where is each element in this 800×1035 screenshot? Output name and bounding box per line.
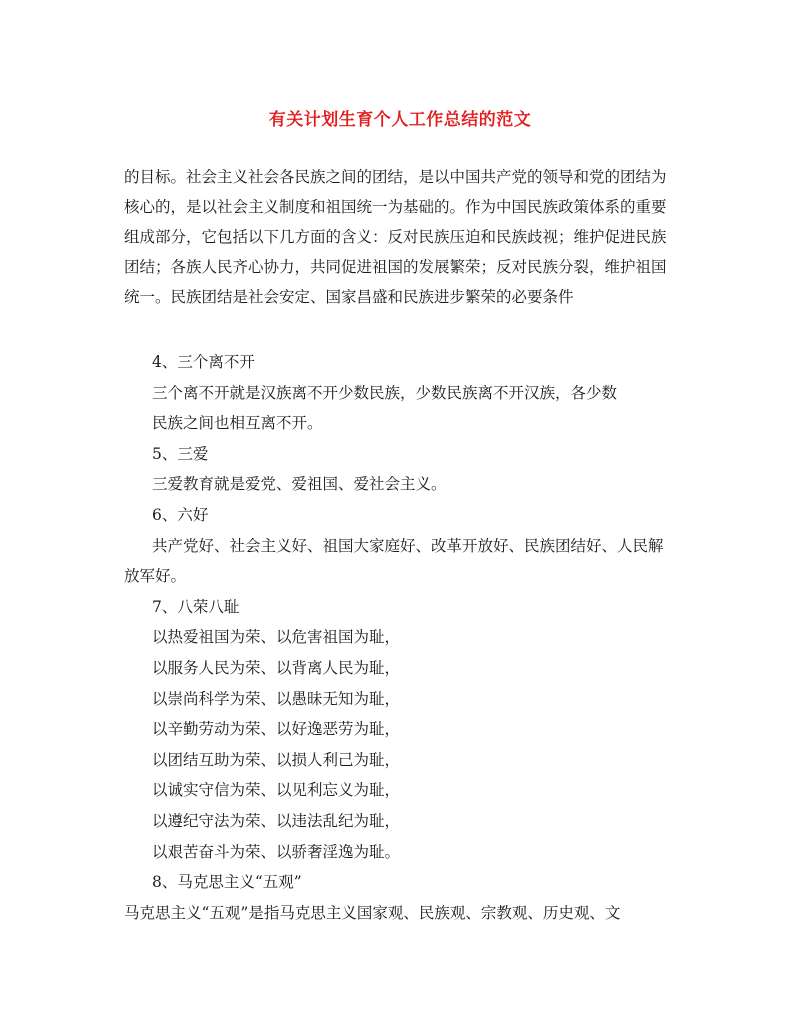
list-item: 以诚实守信为荣、以见利忘义为耻， (152, 781, 401, 800)
section-text: 三个离不开就是汉族离不开少数民族，少数民族离不开汉族，各少数 (152, 383, 618, 402)
list-item: 以热爱祖国为荣、以危害祖国为耻， (152, 628, 401, 647)
list-item: 以崇尚科学为荣、以愚昧无知为耻， (152, 689, 401, 708)
section-heading-5: 5、三爱 (152, 444, 209, 463)
section-text: 放军好。 (124, 567, 187, 586)
section-heading-4: 4、三个离不开 (152, 353, 255, 371)
section-text: 民族之间也相互离不开。 (152, 414, 323, 433)
list-item: 以遵纪守法为荣、以违法乱纪为耻， (152, 811, 401, 830)
list-item: 以辛勤劳动为荣、以好逸恶劳为耻， (152, 720, 401, 739)
page-title: 有关计划生育个人工作总结的范文 (268, 110, 532, 130)
sections (124, 347, 684, 928)
section-text: 三爱教育就是爱党、爱祖国、爱社会主义。 (152, 475, 447, 494)
list-item: 以艰苦奋斗为荣、以骄奢淫逸为耻。 (152, 842, 401, 861)
list-item: 以服务人民为荣、以背离人民为耻， (152, 658, 401, 677)
list-item: 以团结互助为荣、以损人利己为耻， (152, 750, 401, 769)
intro-line: 团结；各族人民齐心协力，共同促进祖国的发展繁荣；反对民族分裂，维护祖国 (124, 258, 667, 276)
section-heading-6: 6、六好 (152, 505, 209, 524)
section-heading-7: 7、八荣八耻 (152, 597, 240, 616)
intro-line: 的目标。社会主义社会各民族之间的团结，是以中国共产党的领导和党的团结为 (124, 168, 667, 186)
section-heading-8: 8、马克思主义“五观” (152, 873, 302, 892)
intro-paragraph (124, 162, 684, 312)
intro-line: 统一。民族团结是社会安定、国家昌盛和民族进步繁荣的必要条件 (124, 288, 574, 306)
intro-line: 核心的，是以社会主义制度和祖国统一为基础的。作为中国民族政策体系的重要 (124, 198, 667, 216)
intro-line: 组成部分，它包括以下几方面的含义：反对民族压迫和民族歧视；维护促进民族 (124, 228, 667, 246)
section-text: 共产党好、社会主义好、祖国大家庭好、改革开放好、民族团结好、人民解 (152, 536, 664, 555)
section-text: 马克思主义“五观”是指马克思主义国家观、民族观、宗教观、历史观、文 (124, 903, 621, 922)
